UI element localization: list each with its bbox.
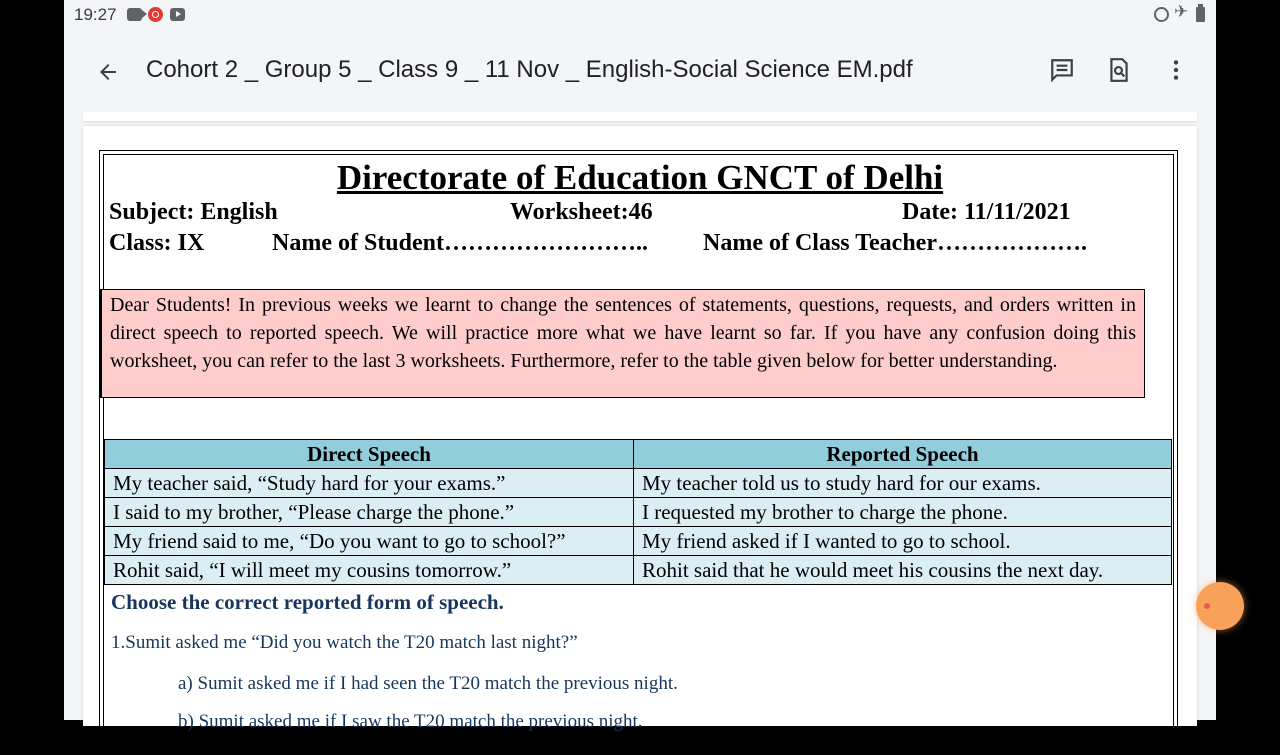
date-field: Date: 11/11/2021 — [902, 199, 1071, 225]
pdf-page[interactable] — [83, 126, 1197, 732]
back-button[interactable] — [86, 50, 130, 94]
comments-button[interactable] — [1040, 48, 1084, 92]
app-bar — [64, 30, 1216, 112]
student-name-field: Name of Student…………………….. — [272, 230, 648, 256]
battery-icon — [1196, 7, 1205, 22]
class-field: Class: IX — [109, 230, 205, 256]
direct-speech-cell: I said to my brother, “Please charge the phone.” — [105, 498, 634, 527]
option-a: a) Sumit asked me if I had seen the T20 match the previous night. — [178, 673, 678, 694]
table-row — [105, 469, 1172, 498]
direct-speech-cell: Rohit said, “I will meet my cousins tomorrow.” — [105, 556, 634, 585]
status-time: 19:27 — [74, 5, 117, 24]
reported-speech-cell: My teacher told us to study hard for our exams. — [634, 469, 1172, 498]
search-document-button[interactable] — [1097, 48, 1141, 92]
airplane-icon: ✈ — [1174, 2, 1189, 21]
arrow-back-icon — [96, 60, 120, 84]
intro-box — [100, 289, 1145, 398]
alert-icon — [148, 7, 163, 22]
reported-speech-cell: Rohit said that he would meet his cousins the next day. — [634, 556, 1172, 585]
app-screen — [64, 0, 1216, 732]
alarm-icon — [1154, 7, 1169, 22]
direct-speech-cell: My friend said to me, “Do you want to go to school?” — [105, 527, 634, 556]
direct-speech-cell: My teacher said, “Study hard for your exams.” — [105, 469, 634, 498]
instruction-heading: Choose the correct reported form of speech. — [111, 590, 504, 614]
status-bar — [64, 0, 1216, 30]
reported-speech-cell: My friend asked if I wanted to go to school. — [634, 527, 1172, 556]
previous-page-edge — [83, 112, 1197, 121]
reported-speech-cell: I requested my brother to charge the phone. — [634, 498, 1172, 527]
document-title: Cohort 2 _ Group 5 _ Class 9 _ 11 Nov _ English-Social Science EM.pdf — [146, 56, 913, 83]
floating-assistant-bubble[interactable] — [1196, 582, 1244, 630]
more-options-button[interactable] — [1154, 48, 1198, 92]
table-row — [105, 498, 1172, 527]
class-teacher-field: Name of Class Teacher………………. — [703, 230, 1087, 256]
speech-table — [104, 439, 1172, 585]
option-b: b) Sumit asked me if I saw the T20 match the previous night. — [178, 711, 643, 732]
video-icon — [127, 8, 142, 21]
table-row — [105, 556, 1172, 585]
worksheet-field: Worksheet:46 — [510, 199, 653, 225]
question-1: 1.Sumit asked me “Did you watch the T20 match last night?” — [111, 632, 578, 653]
more-vert-icon — [1163, 57, 1189, 83]
header-reported-speech: Reported Speech — [634, 440, 1172, 469]
table-row — [105, 527, 1172, 556]
document-heading: Directorate of Education GNCT of Delhi — [336, 158, 944, 197]
comments-icon — [1049, 57, 1075, 83]
intro-text: Dear Students! In previous weeks we learnt to change the sentences of statements, questions, requests, and orders written in direct speech to reported speech. We will practice more what we have learnt so far. If you have any confusion doing this worksheet, you can refer to the last 3 worksheets. Furthermore, refer to the table given below for better understanding. — [110, 294, 1136, 372]
search-document-icon — [1106, 57, 1132, 83]
youtube-icon — [170, 8, 185, 21]
table-header-row — [105, 440, 1172, 469]
header-direct-speech: Direct Speech — [105, 440, 634, 469]
subject-field: Subject: English — [109, 199, 278, 225]
